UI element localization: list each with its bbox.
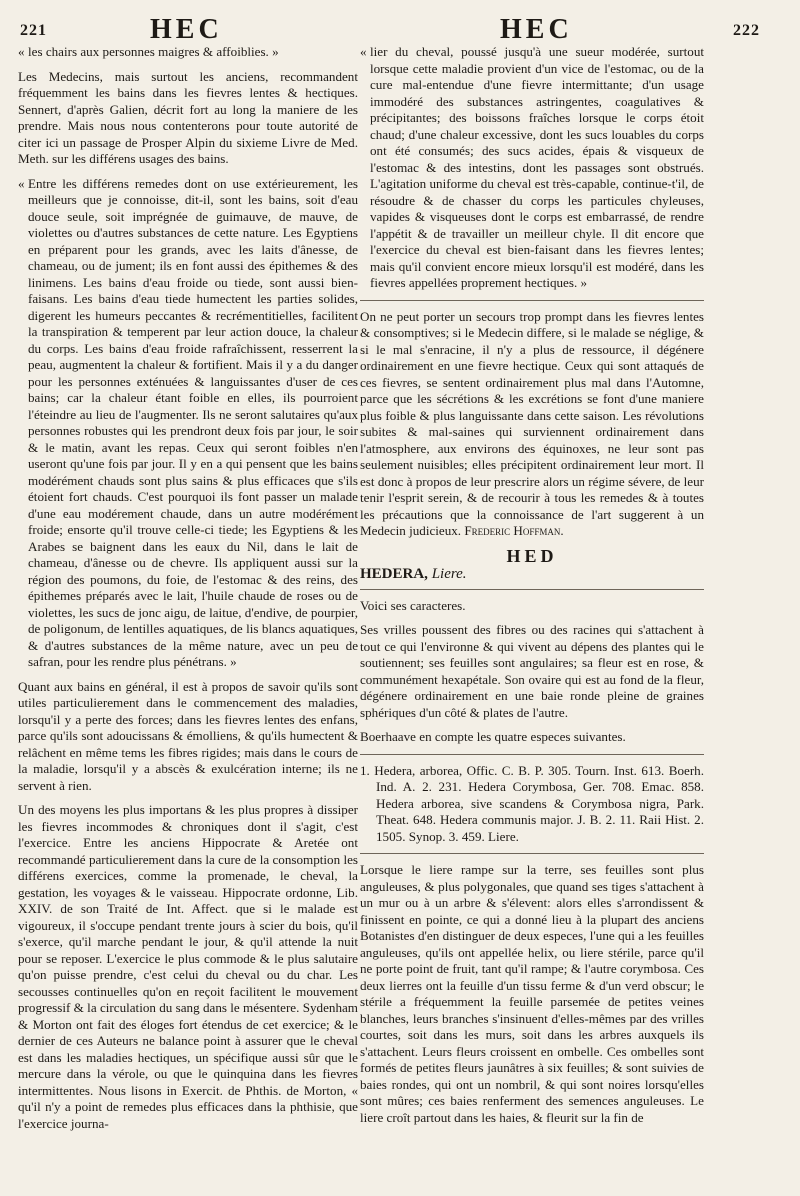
paragraph: « les chairs aux personnes maigres & affoiblies. » bbox=[18, 44, 358, 61]
left-running-head: HEC bbox=[150, 14, 223, 45]
divider bbox=[360, 589, 704, 590]
entry-title-french: Liere. bbox=[431, 566, 467, 582]
paragraph: Quant aux bains en général, il est à propos de savoir qu'ils sont utiles particulierement dans le commencement des maladies, lorsqu'il y a perte des forces; dans les fievres lentes des enfans, parce qu'ils sont adoucissans & émolliens, & qu'ils humectent & relâchent en même tems les fibres rigides; mais dans le cours de la maladie, lorsqu'il y a abscès & exulcération interne; ils ne servent à rien. bbox=[18, 678, 358, 793]
paragraph: Un des moyens les plus importans & les plus propres à dissiper les fievres incommodes & chroniques dont il s'agit, c'est l'exercice. Entre les anciens Hippocrate & Aretée ont recommandé particulierement dans la cure de la consomption les différens exercices, comme la promenade, le cheval, la gestation, les voyages & le vaisseau. Hippocrate ordonne, Lib. XXIV. de son Traité de Int. Affect. que si le malade est vigoureux, il s'occupe pendant trente jours à scier du bois, qu'il s'exerce, qu'il marche pendant le jour, & qu'il attende la nuit pour se reposer. L'exercice le plus commode & le plus salutaire qu'on puisse prendre, c'est celui du cheval ou du char. Les secousses continuelles qu'on en reçoit facilitent le mouvement progressif & la circulation du sang dans le mésentere. Sydenham & Morton ont fait des éloges fort étendus de cet exercice; & le dernier de ces Auteurs ne balance point à assurer que le cheval est dans les maladies hectiques, un spécifique aussi sûr que le mercure dans la vérole, ou que le quinquina dans les fievres intermittentes. Nous lisons in Exercit. de Phthis. de Morton, « qu'il n'y a point de remedes plus efficaces dans la phthisie, que l'exercice journa- bbox=[18, 802, 358, 1131]
paragraph: Lorsque le liere rampe sur la terre, ses feuilles sont plus anguleuses, & plus polygonales, que quand ses tiges s'attachent à un mur ou à un arbre & s'élevent: alors elles s'arrondissent & finissent en pointe, ce qui a donné lieu à la plupart des anciens Botanistes d'en distinguer de deux especes, l'une qui a les feuilles anguleuses, qu'ils ont appellée helix, ou liere stérile, parce qu'il ne porte point de fruit, tant qu'il rampe; & l'autre corymbosa. Ces deux lierres ont la feuille d'un tissu ferme & d'un verd obscur; le stérile a fréquemment la feuille parsemée de petites veines blanches, leurs branches s'insinuent d'elles-mêmes par des vrilles courtes, soit dans les murs, soit dans les arbres auxquels ils s'attachent. Leurs fleurs croissent en ombelle. Ces ombelles sont formés de petites fleurs jaunâtres à six feuilles; & sont suivies de baies rondes, qui ont un nombril, & qui sont noires lorsqu'elles sont mûres; ces baies renferment des semences anguleuses. Le liere croît partout dans les haies, & fleurit sur la fin de bbox=[360, 862, 704, 1125]
paragraph: Boerhaave en compte les quatre especes suivantes. bbox=[360, 729, 626, 744]
right-running-head: HEC bbox=[500, 14, 573, 45]
right-column bbox=[360, 44, 704, 1134]
divider bbox=[360, 754, 704, 755]
left-page-number: 221 bbox=[20, 22, 47, 39]
paragraph: Voici ses caracteres. bbox=[360, 597, 466, 613]
species-entry: 1. Hedera, arborea, Offic. C. B. P. 305. Tourn. Inst. 613. Boerh. Ind. A. 2. 231. Hedera Corymbosa, Ger. 708. Emac. 858. Hedera arborea, sive scandens & Corymbosa nigra, Park. Theat. 648. Hedera communis major. J. B. 2. 11. Raii Hist. 2. 1505. Synop. 3. 459. Liere. bbox=[360, 762, 704, 844]
quoted-paragraph: « Entre les différens remedes dont on use extérieurement, les meilleurs que je connoisse, dit-il, sont les bains, soit d'eau douce seule, soit imprégnée de guimauve, de mauve, de violettes ou d'autres substances de cette nature. Les Egyptiens en préparent pour les grands, avec les laits d'ânesse, de chameau, ou de jument; ils en font aussi des épithemes & des linimens. Les bains d'eau froide ou tiede, sont aussi bien-faisans. Les bains d'eau tiede humectent les parties solides, digerent les humeurs peccantes & recrémentitielles, facilitent la transpiration & temperent par leur action douce, la chaleur du corps. Les bains d'eau froide rafraîchissent, resserrent la peau, augmentent la chaleur & fortifient. Mais il y a du danger pour les personnes exténuées & languissantes d'user de ces bains; car la chaleur étant foible en elles, ils pourroient l'éteindre au lieu de l'augmenter. Ils ne seront salutaires qu'aux personnes robustes qui les prendront deux fois par jour, le soir & le matin, avant les repas. Ceux qui seront foibles n'en useront qu'une fois par jour. Il y en a qui pensent que les bains modérément chauds sont plus sains & plus efficaces que s'ils étoient fort chauds. C'est pourquoi ils font passer un malade d'une eau modérement chaude, dans un autre modérément froide; ensorte qu'il trouve celle-ci tiede; les Egyptiens & les Arabes se baignent dans les eaux du Nil, dans le lait de chameau, d'ânesse ou de chevre. Ils appliquent aussi sur la région des poumons, du foie, de l'estomac & des reins, des épithemes préparés avec le lait, l'huile chaude de roses ou de violettes, les sucs de jonc aigu, de laitue, d'endive, de pourpier, de poligonum, de lentilles aquatiques, de lis blancs aquatiques, & d'autres substances de la même nature, avec un peu de safran, pour les rendre plus pénétrans. » bbox=[18, 176, 358, 671]
paragraph: Les Medecins, mais surtout les anciens, recommandent fréquemment les bains dans les fievres lentes & hectiques. Sennert, d'après Galien, décrit fort au long la maniere de les prendre. Mais nous nous contenterons pour toute autorité de citer ici un passage de Prosper Alpin du sixieme Livre de Med. Meth. sur les différens usages des bains. bbox=[18, 68, 358, 166]
left-column bbox=[18, 44, 358, 1140]
right-page-number: 222 bbox=[733, 22, 760, 39]
section-heading: HED bbox=[506, 545, 558, 566]
entry-title bbox=[360, 566, 704, 583]
divider bbox=[360, 300, 704, 301]
entry-title-latin: HEDERA, bbox=[360, 566, 428, 582]
paragraph bbox=[360, 309, 704, 540]
paragraph-text: On ne peut porter un secours trop prompt dans les fievres lentes & consomptives; si le Medecin differe, si le malade se néglige, & si le mal s'enracine, il n'y a plus de ressource, il dégénere ordinairement en une fievre hectique. Ceux qui sont attaqués de ces fievres, se sentent ordinairement plus mal dans l'Automne, parce que les sécrétions & les excrétions se font d'une maniere plus foible & plus languissante dans cette saison. Les révolutions subites & mal-saines qui surviennent ordinairement dans l'atmosphere, aux environs des équinoxes, ne leur sont pas seulement nuisibles; elles précipitent ordinairement leur mort. Il est donc à propos de leur prescrire alors un régime sévere, de leur tenir l'esprit serein, & de recourir à tous les remedes & à toutes les précautions que la connoissance de l'art suggerent à un Medecin judicieux. bbox=[360, 308, 704, 538]
divider bbox=[360, 853, 704, 854]
author-signature: Frederic Hoffman. bbox=[464, 523, 564, 538]
paragraph: Ses vrilles poussent des fibres ou des racines qui s'attachent à tout ce qui l'environne & qui vivent au dépens des plantes qui le soutiennent; ses feuilles sont angulaires; sa fleur est en rose, & communément hexapétale. Son ovaire qui est au fond de la fleur, dégénere ordinairement en une baie ronde pleine de graines sphériques d'un côté & plates de l'autre. bbox=[360, 622, 704, 720]
quoted-paragraph: « lier du cheval, poussé jusqu'à une sueur modérée, surtout lorsque cette maladie provient d'un vice de l'estomac, ou de la cure mal-entendue d'une fievre intermittante; d'un usage immodéré des substances astringentes, coagulatives & précipitantes; des boissons fraîches lorsque le corps étoit chaud; d'une chaleur excessive, dont les sucs louables du corps ont été consumés; des sucs acides, épais & visqueux de l'estomac & des intestins, dont les passages sont obstrués. L'agitation uniforme du cheval est très-capable, continue-t'il, de résoudre & de chasser du corps les particules chyleuses, vapides & visqueuses dont le corps est embarrassé, de rendre l'appétit & de travailler un meilleur chyle. Il dit encore que l'exercice du cheval est bien-faisant dans les fievres lentes; mais qu'il convient encore mieux lorsqu'il est modéré, dans les fievres appellées proprement hectiques. » bbox=[360, 44, 704, 292]
